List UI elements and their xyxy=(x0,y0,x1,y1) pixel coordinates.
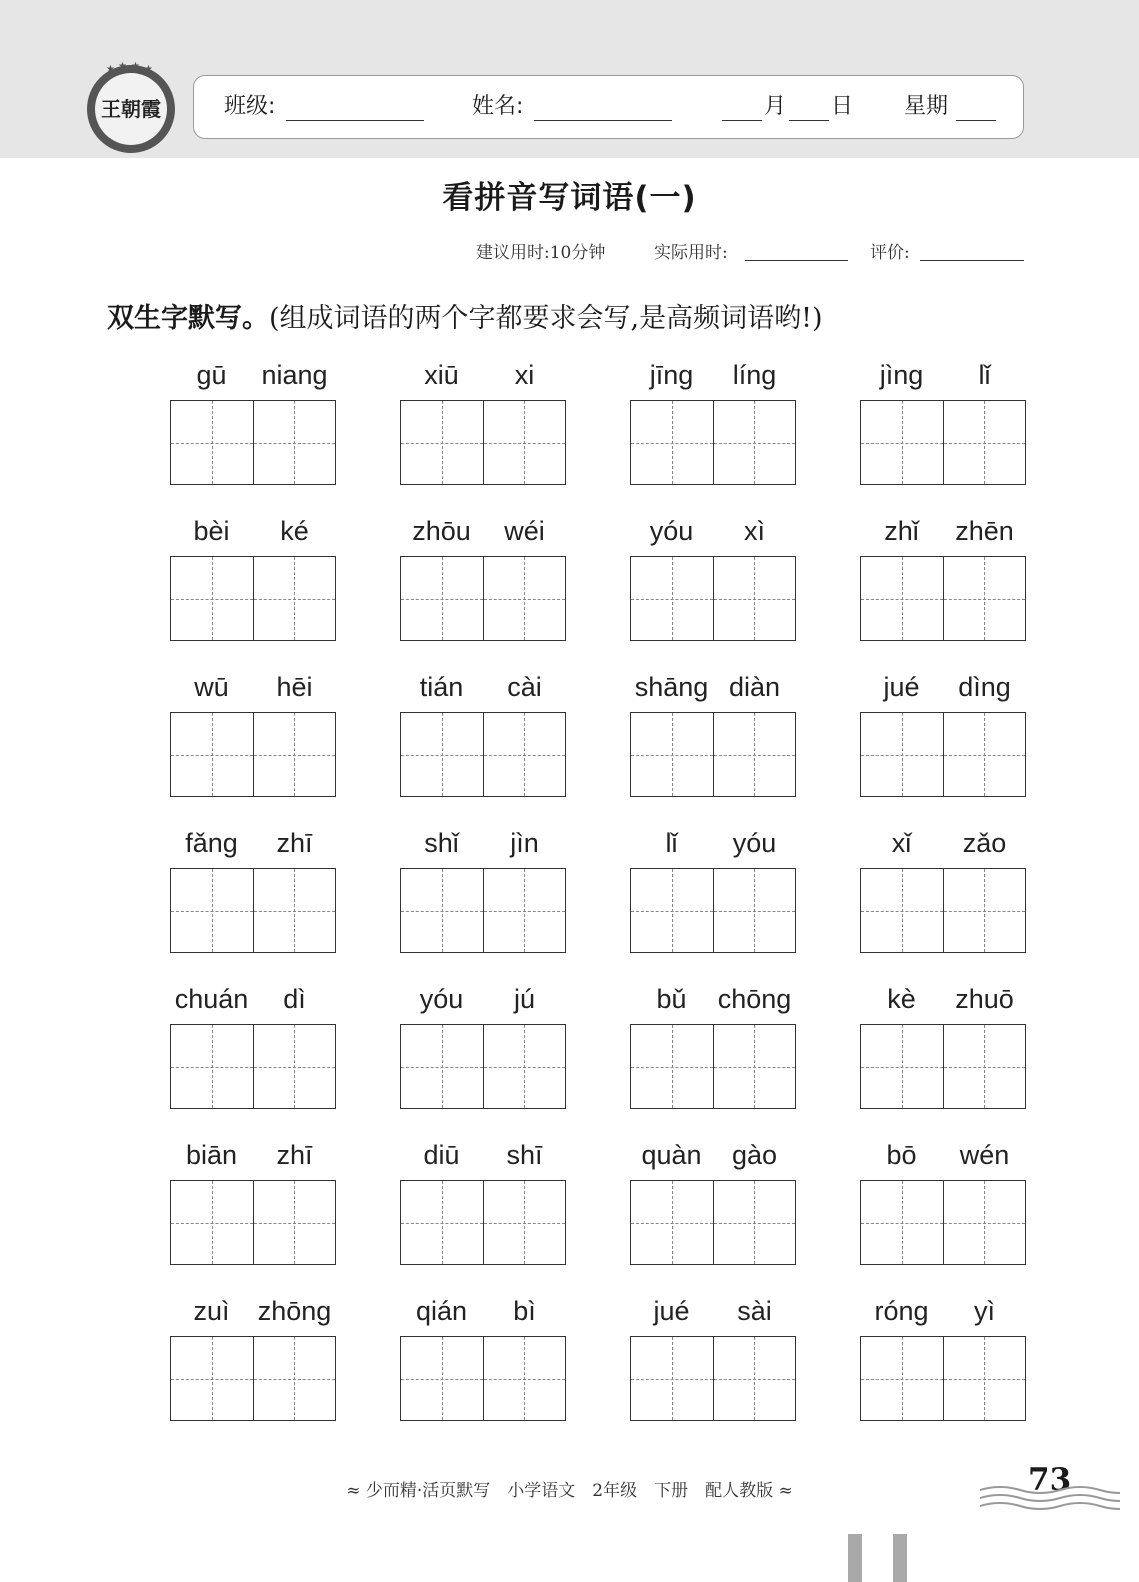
character-writing-box[interactable] xyxy=(253,557,336,640)
word-item xyxy=(170,980,336,1109)
character-writing-box[interactable] xyxy=(631,869,713,952)
character-writing-box[interactable] xyxy=(631,1181,713,1264)
character-writing-box[interactable] xyxy=(943,869,1026,952)
pinyin-row xyxy=(400,1136,566,1180)
character-writing-box[interactable] xyxy=(861,401,943,484)
writing-boxes xyxy=(860,1024,1026,1109)
margin-bar xyxy=(893,1534,907,1582)
character-writing-box[interactable] xyxy=(943,1181,1026,1264)
pinyin-row xyxy=(170,824,336,868)
pinyin-syllable: zǎo xyxy=(962,828,1007,858)
word-item xyxy=(630,668,796,797)
pinyin-syllable: xi xyxy=(514,360,535,390)
pinyin-row xyxy=(400,824,566,868)
month-field[interactable] xyxy=(722,120,762,121)
pinyin-syllable: quàn xyxy=(641,1140,702,1170)
character-writing-box[interactable] xyxy=(631,1025,713,1108)
character-writing-box[interactable] xyxy=(401,1337,483,1420)
pinyin-row xyxy=(400,668,566,712)
writing-boxes xyxy=(170,1180,336,1265)
word-item xyxy=(170,1292,336,1421)
character-writing-box[interactable] xyxy=(171,1337,253,1420)
pinyin-syllable: dìng xyxy=(958,672,1011,702)
pinyin-syllable: jú xyxy=(513,984,535,1014)
character-writing-box[interactable] xyxy=(483,557,566,640)
pinyin-syllable: zhēn xyxy=(955,516,1014,546)
writing-boxes xyxy=(630,868,796,953)
word-item xyxy=(630,356,796,485)
instruction-note: (组成词语的两个字都要求会写,是高频词语哟!) xyxy=(269,303,823,334)
student-info-box xyxy=(193,75,1024,139)
pinyin-row xyxy=(630,980,796,1024)
pinyin-syllable: chuán xyxy=(174,984,249,1014)
pinyin-syllable: dì xyxy=(283,984,306,1014)
character-writing-box[interactable] xyxy=(713,1025,796,1108)
writing-boxes xyxy=(860,400,1026,485)
svg-text:王朝霞: 王朝霞 xyxy=(101,97,161,121)
character-writing-box[interactable] xyxy=(861,1025,943,1108)
writing-boxes xyxy=(630,712,796,797)
pinyin-syllable: jué xyxy=(883,672,920,702)
word-item xyxy=(400,1292,566,1421)
pinyin-row xyxy=(630,668,796,712)
character-writing-box[interactable] xyxy=(713,713,796,796)
character-writing-box[interactable] xyxy=(171,713,253,796)
character-writing-box[interactable] xyxy=(713,869,796,952)
writing-boxes xyxy=(630,1336,796,1421)
pinyin-syllable: bèi xyxy=(193,516,230,546)
character-writing-box[interactable] xyxy=(253,1181,336,1264)
pinyin-syllable: zhī xyxy=(276,1140,313,1170)
pinyin-row xyxy=(860,356,1026,400)
word-item xyxy=(630,512,796,641)
weekday-field[interactable] xyxy=(956,120,996,121)
name-field[interactable] xyxy=(534,120,672,121)
character-writing-box[interactable] xyxy=(631,401,713,484)
pinyin-syllable: gào xyxy=(731,1140,778,1170)
character-writing-box[interactable] xyxy=(171,557,253,640)
pinyin-syllable: zhuō xyxy=(955,984,1014,1014)
character-writing-box[interactable] xyxy=(253,401,336,484)
character-writing-box[interactable] xyxy=(483,713,566,796)
pinyin-syllable: bì xyxy=(513,1296,536,1326)
pinyin-syllable: xì xyxy=(743,516,765,546)
pinyin-syllable: cài xyxy=(507,672,542,702)
svg-text:★: ★ xyxy=(118,61,127,72)
pinyin-row xyxy=(170,1292,336,1336)
character-writing-box[interactable] xyxy=(253,1025,336,1108)
svg-text:★: ★ xyxy=(106,64,115,75)
writing-boxes xyxy=(630,556,796,641)
character-writing-box[interactable] xyxy=(861,713,943,796)
word-item xyxy=(400,824,566,953)
footer-text: ≈ 少而精·活页默写 小学语文 2年级 下册 配人教版 ≈ xyxy=(346,1481,793,1501)
pinyin-syllable: yóu xyxy=(649,516,694,546)
word-item xyxy=(170,356,336,485)
word-item xyxy=(860,356,1026,485)
word-item xyxy=(860,1292,1026,1421)
word-item xyxy=(400,980,566,1109)
margin-bar xyxy=(848,1534,862,1582)
suggested-time: 建议用时:10分钟 xyxy=(476,243,606,263)
word-item xyxy=(170,1136,336,1265)
writing-boxes xyxy=(400,712,566,797)
character-writing-box[interactable] xyxy=(401,1025,483,1108)
character-writing-box[interactable] xyxy=(253,713,336,796)
pinyin-row xyxy=(860,824,1026,868)
pinyin-row xyxy=(400,356,566,400)
character-writing-box[interactable] xyxy=(401,869,483,952)
pinyin-row xyxy=(400,1292,566,1336)
actual-time-label: 实际用时: xyxy=(654,243,728,263)
pinyin-syllable: wéi xyxy=(504,516,545,546)
writing-boxes xyxy=(400,868,566,953)
character-writing-box[interactable] xyxy=(401,713,483,796)
pinyin-row xyxy=(630,824,796,868)
pinyin-syllable: zhī xyxy=(276,828,313,858)
pinyin-row xyxy=(860,1292,1026,1336)
writing-boxes xyxy=(400,1180,566,1265)
writing-boxes xyxy=(170,1336,336,1421)
instruction xyxy=(107,296,823,335)
pinyin-syllable: shǐ xyxy=(424,828,459,858)
writing-boxes xyxy=(170,712,336,797)
weekday-label: 星期 xyxy=(904,94,949,119)
word-item xyxy=(630,1292,796,1421)
pinyin-syllable: qián xyxy=(415,1296,468,1326)
writing-boxes xyxy=(170,400,336,485)
page-title: 看拼音写词语(一) xyxy=(442,180,697,216)
word-item xyxy=(170,668,336,797)
pinyin-syllable: gū xyxy=(196,360,227,390)
character-writing-box[interactable] xyxy=(631,1337,713,1420)
character-writing-box[interactable] xyxy=(943,713,1026,796)
pinyin-syllable: sài xyxy=(737,1296,772,1326)
pinyin-row xyxy=(860,980,1026,1024)
pinyin-syllable: jìn xyxy=(510,828,539,858)
writing-boxes xyxy=(630,1180,796,1265)
word-item xyxy=(400,512,566,641)
writing-boxes xyxy=(630,400,796,485)
character-writing-box[interactable] xyxy=(861,1337,943,1420)
pinyin-row xyxy=(860,512,1026,556)
word-item xyxy=(860,668,1026,797)
pinyin-syllable: hēi xyxy=(276,672,313,702)
writing-boxes xyxy=(400,400,566,485)
word-item xyxy=(860,512,1026,641)
character-writing-box[interactable] xyxy=(171,1025,253,1108)
writing-boxes xyxy=(170,556,336,641)
character-writing-box[interactable] xyxy=(483,401,566,484)
character-writing-box[interactable] xyxy=(483,1025,566,1108)
pinyin-syllable: zhōng xyxy=(257,1296,332,1326)
character-writing-box[interactable] xyxy=(483,1181,566,1264)
pinyin-syllable: róng xyxy=(874,1296,929,1326)
writing-boxes xyxy=(860,868,1026,953)
pinyin-row xyxy=(400,512,566,556)
pinyin-row xyxy=(630,1136,796,1180)
word-item xyxy=(400,356,566,485)
pinyin-row xyxy=(170,1136,336,1180)
instruction-lead: 双生字默写。 xyxy=(107,303,269,334)
character-writing-box[interactable] xyxy=(861,1181,943,1264)
writing-boxes xyxy=(860,1180,1026,1265)
pinyin-syllable: lǐ xyxy=(665,828,678,858)
writing-boxes xyxy=(860,712,1026,797)
word-item xyxy=(400,668,566,797)
pinyin-syllable: bǔ xyxy=(656,984,687,1014)
character-writing-box[interactable] xyxy=(253,1337,336,1420)
character-writing-box[interactable] xyxy=(713,557,796,640)
pinyin-syllable: kè xyxy=(887,984,916,1014)
day-label: 日 xyxy=(831,94,854,119)
rating-field[interactable] xyxy=(920,260,1024,261)
pinyin-syllable: chōng xyxy=(717,984,792,1014)
character-writing-box[interactable] xyxy=(401,557,483,640)
pinyin-syllable: bō xyxy=(886,1140,917,1170)
pinyin-syllable: shī xyxy=(506,1140,543,1170)
pinyin-syllable: niang xyxy=(261,360,328,390)
character-writing-box[interactable] xyxy=(943,557,1026,640)
word-item xyxy=(630,980,796,1109)
pinyin-syllable: yì xyxy=(973,1296,995,1326)
pinyin-row xyxy=(170,668,336,712)
pinyin-row xyxy=(630,512,796,556)
character-writing-box[interactable] xyxy=(253,869,336,952)
word-item xyxy=(860,980,1026,1109)
character-writing-box[interactable] xyxy=(943,1025,1026,1108)
character-writing-box[interactable] xyxy=(713,1337,796,1420)
writing-boxes xyxy=(170,1024,336,1109)
writing-boxes xyxy=(860,556,1026,641)
character-writing-box[interactable] xyxy=(713,401,796,484)
pinyin-row xyxy=(170,512,336,556)
character-writing-box[interactable] xyxy=(483,1337,566,1420)
pinyin-syllable: jīng xyxy=(649,360,694,390)
pinyin-syllable: wén xyxy=(959,1140,1010,1170)
pinyin-row xyxy=(630,356,796,400)
character-writing-box[interactable] xyxy=(943,1337,1026,1420)
pinyin-row xyxy=(860,668,1026,712)
day-field[interactable] xyxy=(789,120,829,121)
pinyin-row xyxy=(400,980,566,1024)
page-number: 73 xyxy=(1028,1462,1072,1498)
pinyin-syllable: yóu xyxy=(732,828,777,858)
month-label: 月 xyxy=(764,94,787,119)
character-writing-box[interactable] xyxy=(943,401,1026,484)
pinyin-syllable: biān xyxy=(185,1140,238,1170)
publisher-logo xyxy=(84,60,178,154)
character-writing-box[interactable] xyxy=(401,401,483,484)
pinyin-syllable: jìng xyxy=(879,360,924,390)
pinyin-syllable: zhōu xyxy=(412,516,471,546)
pinyin-syllable: diàn xyxy=(728,672,781,702)
writing-boxes xyxy=(400,1336,566,1421)
writing-boxes xyxy=(400,556,566,641)
character-writing-box[interactable] xyxy=(483,869,566,952)
pinyin-syllable: ké xyxy=(280,516,309,546)
rating-label: 评价: xyxy=(870,243,910,263)
actual-time-field[interactable] xyxy=(745,260,848,261)
writing-boxes xyxy=(170,868,336,953)
pinyin-row xyxy=(170,356,336,400)
pinyin-syllable: wū xyxy=(194,672,229,702)
writing-boxes xyxy=(630,1024,796,1109)
writing-boxes xyxy=(400,1024,566,1109)
svg-text:★: ★ xyxy=(131,61,140,72)
pinyin-syllable: jué xyxy=(653,1296,690,1326)
character-writing-box[interactable] xyxy=(861,557,943,640)
character-writing-box[interactable] xyxy=(171,401,253,484)
name-label: 姓名: xyxy=(472,94,524,119)
svg-text:★: ★ xyxy=(144,64,153,75)
word-item xyxy=(630,824,796,953)
character-writing-box[interactable] xyxy=(713,1181,796,1264)
word-item xyxy=(400,1136,566,1265)
class-field[interactable] xyxy=(286,120,424,121)
character-writing-box[interactable] xyxy=(171,1181,253,1264)
pinyin-syllable: yóu xyxy=(419,984,464,1014)
character-writing-box[interactable] xyxy=(631,557,713,640)
character-writing-box[interactable] xyxy=(861,869,943,952)
word-item xyxy=(860,1136,1026,1265)
pinyin-syllable: zhǐ xyxy=(884,516,919,546)
wave-decoration xyxy=(980,1482,1120,1516)
word-item xyxy=(860,824,1026,953)
pinyin-syllable: líng xyxy=(732,360,777,390)
pinyin-syllable: fǎng xyxy=(185,828,238,858)
character-writing-box[interactable] xyxy=(171,869,253,952)
pinyin-row xyxy=(860,1136,1026,1180)
class-label: 班级: xyxy=(224,94,276,119)
word-item xyxy=(630,1136,796,1265)
word-item xyxy=(170,512,336,641)
writing-boxes xyxy=(860,1336,1026,1421)
pinyin-syllable: shāng xyxy=(634,672,709,702)
pinyin-syllable: tián xyxy=(419,672,464,702)
pinyin-row xyxy=(170,980,336,1024)
character-writing-box[interactable] xyxy=(401,1181,483,1264)
pinyin-syllable: lǐ xyxy=(978,360,991,390)
pinyin-row xyxy=(630,1292,796,1336)
pinyin-syllable: xiū xyxy=(424,360,459,390)
pinyin-syllable: diū xyxy=(423,1140,460,1170)
pinyin-syllable: xǐ xyxy=(891,828,912,858)
pinyin-syllable: zuì xyxy=(193,1296,230,1326)
word-item xyxy=(170,824,336,953)
character-writing-box[interactable] xyxy=(631,713,713,796)
